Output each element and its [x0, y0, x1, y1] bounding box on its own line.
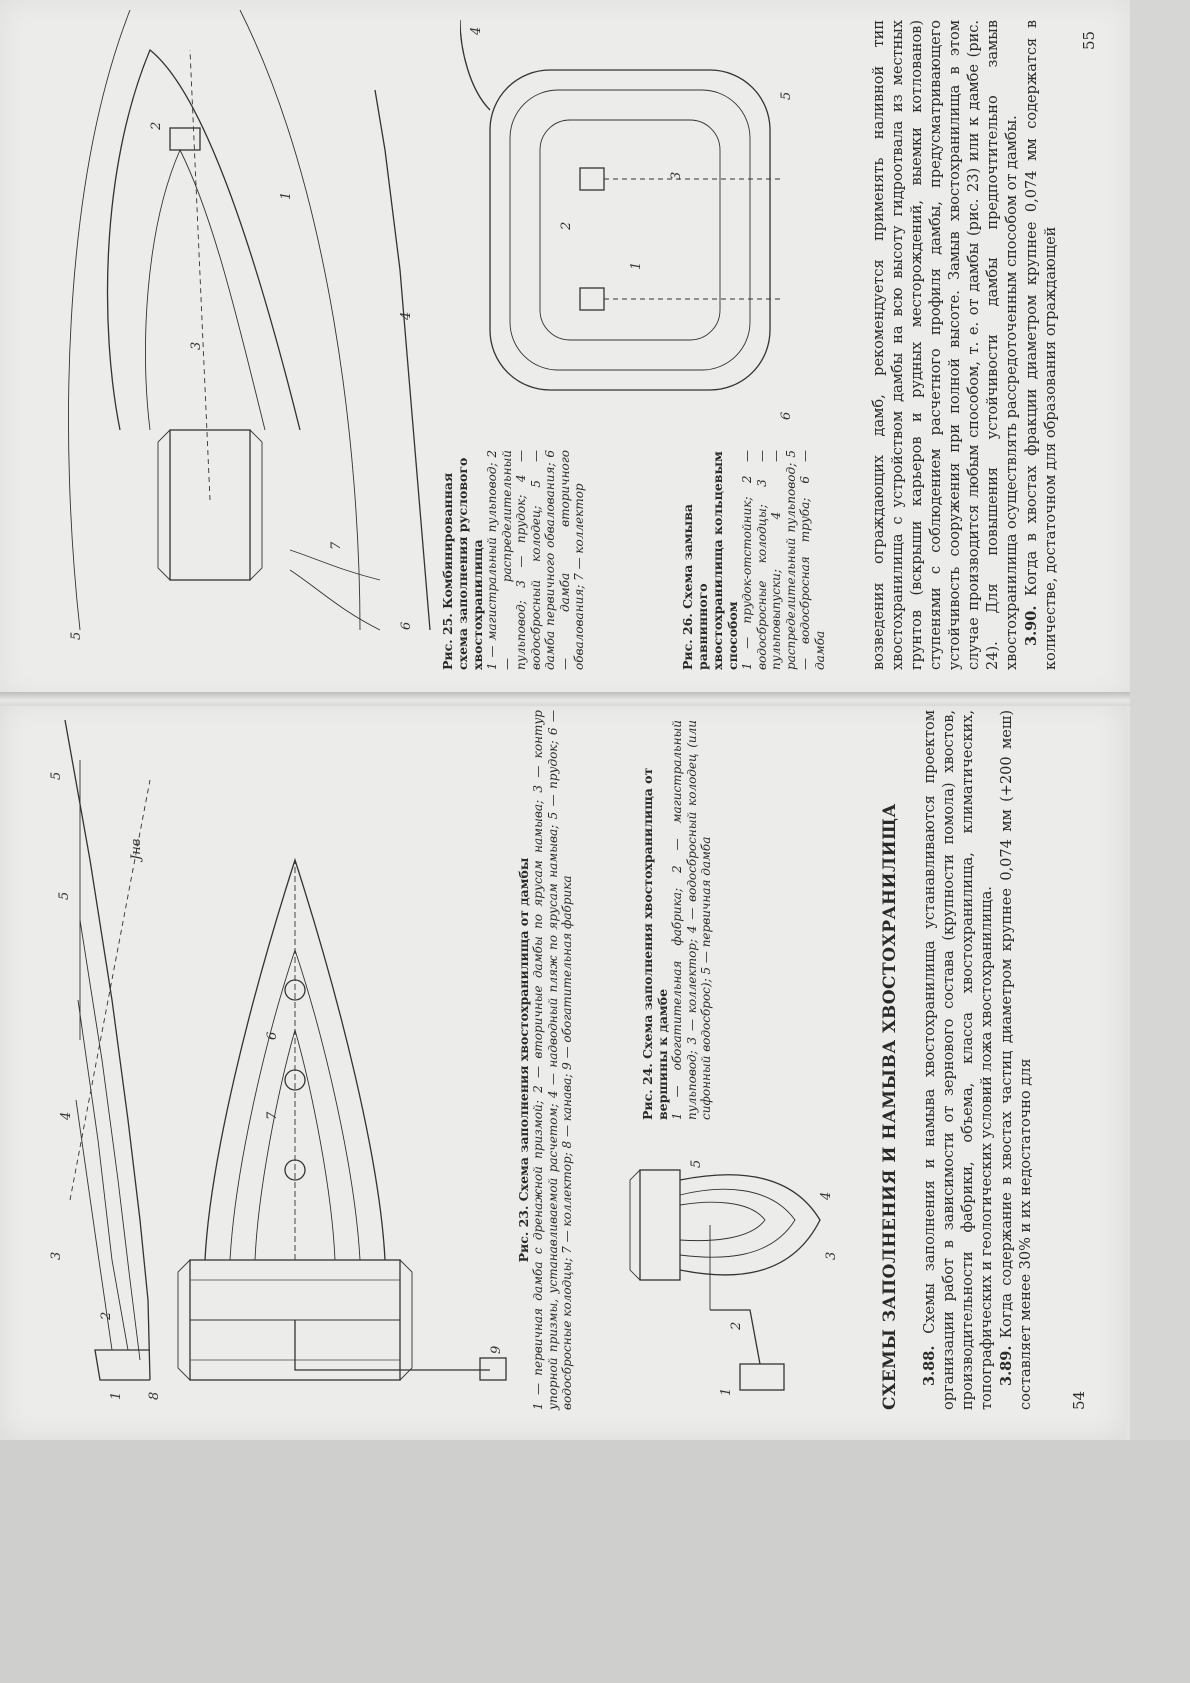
fig25-label-3: 3	[189, 341, 204, 350]
fig23-title: Рис. 23. Схема заполнения хвостохранилища от дамбы	[516, 857, 531, 1263]
left-body-text	[920, 710, 1036, 1410]
fig24-label-3: 3	[824, 1251, 839, 1260]
p390-number: 3.90.	[1023, 605, 1040, 646]
fig25-label-7: 7	[329, 541, 344, 550]
fig25-label-6: 6	[399, 621, 414, 630]
page-55-content	[40, 10, 1110, 690]
fig23-label-2: 2	[99, 1311, 114, 1320]
page-number-54: 54	[1070, 1390, 1088, 1410]
fig26-label-1: 1	[629, 261, 644, 270]
fig23-label-8: 8	[147, 1391, 162, 1400]
fig26-legend: 1 — прудок-отстойник; 2 — водосбросные колодцы; 3 — пульповыпуски; 4 — распределительный пульповод; 5 — водосбросная труба; 6 — дамба	[740, 450, 827, 670]
fig23-label-3: 3	[49, 1251, 64, 1260]
fig25-title: Рис. 25. Комбинированная схема заполнения руслового хвостохранилища	[440, 457, 485, 670]
figure-23	[40, 700, 510, 1420]
fig26-label-3: 3	[669, 171, 684, 180]
fig23-plan	[178, 860, 506, 1380]
fig24-label-2: 2	[729, 1321, 744, 1330]
fig23-caption	[516, 710, 575, 1410]
fig26-label-5: 5	[779, 91, 794, 100]
fig24-label-1: 1	[719, 1387, 734, 1396]
fig25-caption	[440, 450, 587, 670]
fig26-label-4: 4	[469, 26, 484, 35]
fig26-caption	[680, 450, 827, 670]
fig23-label-5a: 5	[57, 891, 72, 900]
fig23-label-9: 9	[489, 1345, 504, 1354]
fig24-legend: 1 — обогатительная фабрика; 2 — магистральный пульповод; 3 — коллектор; 4 — водосбросный колодец (или сифонный водосброс); 5 — первичная дамба	[670, 720, 713, 1120]
figure-24	[600, 1150, 860, 1400]
p389-text: Когда содержание в хвостах частиц диаметром крупнее 0,074 мм (+200 меш) составляет менее 30% и их недостаточно для	[999, 710, 1034, 1410]
fig23-label-7: 7	[265, 1111, 280, 1120]
page-54-content	[40, 700, 1110, 1420]
scan-edge	[1130, 0, 1190, 1440]
p388-text: Схемы заполнения и намыва хвостохранилища устанавливаются проектом организации работ в зависимости от зернового состава (крупности помола) хвостов, производительности фабрики, объема, класса хвостохранилища, климатических, топографических и геологических условий ложа хвостохранилища.	[922, 710, 995, 1410]
right-body-text	[870, 20, 1061, 670]
figure-25	[40, 10, 440, 650]
paragraph-continued: возведения ограждающих дамб, рекомендуется применять наливной тип хвостохранилища с устройством дамбы на всю высоту гидроотвала из местных грунтов (вскрыши карьеров и рудных месторождений, выемки котлованов) ступенями с соблюдением расчетного профиля дамбы, предусматривающего устойчивость сооружения при полной высоте. Замыв хвостохранилища в этом случае производится любым способом, т. е. от дамбы (рис. 23) или к дамбе (рис. 24). Для повышения устойчивости дамбы предпочтительно замыв хвостохранилища осуществлять рассредоточенным способом от дамбы.	[871, 20, 1020, 670]
fig24-label-4: 4	[819, 1191, 834, 1200]
paragraph-3-89	[997, 710, 1036, 1410]
page-number-55: 55	[1080, 30, 1098, 50]
fig25-label-4: 4	[399, 311, 414, 320]
p389-number: 3.89.	[998, 1345, 1015, 1386]
fig23-section	[49, 720, 162, 1400]
fig25-label-5: 5	[69, 631, 84, 640]
fig24-caption	[640, 720, 714, 1120]
section-heading: СХЕМЫ ЗАПОЛНЕНИЯ И НАМЫВА ХВОСТОХРАНИЛИЩА	[880, 803, 900, 1410]
figure-26	[460, 10, 800, 430]
scan-background	[0, 1440, 1190, 1683]
paragraph-3-88	[920, 710, 997, 1410]
p390-text: Когда в хвостах фракции диаметром крупнее 0,074 мм содержатся в количестве, достаточном для образования ограждающей	[1024, 20, 1059, 670]
fig25-legend: 1 — магистральный пульповод; 2 — распределительный пульповод; 3 — прудок; 4 — водосбросный колодец; 5 — дамба первичного обвалования; 6 — дамба вторичного обвалования; 7 — коллектор	[485, 450, 586, 670]
fig25-label-2: 2	[149, 121, 164, 130]
paragraph-3-90	[1022, 20, 1061, 670]
fig26-label-6: 6	[779, 411, 794, 420]
fig24-title: Рис. 24. Схема заполнения хвостохранилища от вершины к дамбе	[640, 767, 670, 1120]
fig24-label-5: 5	[689, 1159, 704, 1168]
fig23-legend: 1 — первичная дамба с дренажной призмой; 2 — вторичные дамбы по ярусам намыва; 3 — контур упорной призмы, устанавливаемой расчетом; 4 — надводный пляж по ярусам намыва; 5 — прудок; 6 — водосбросные колодцы; 7 — коллектор; 8 — канава; 9 — обогатительная фабрика	[531, 710, 574, 1410]
fig23-label-i: Jнв	[129, 838, 144, 860]
p388-number: 3.88.	[921, 1345, 938, 1386]
fig25-label-1: 1	[279, 191, 294, 200]
fig26-label-2: 2	[559, 221, 574, 230]
fig23-label-1: 1	[109, 1391, 124, 1400]
fig23-label-5b: 5	[49, 771, 64, 780]
fig23-label-6: 6	[265, 1031, 280, 1040]
fig23-label-4: 4	[59, 1111, 74, 1120]
fig26-title: Рис. 26. Схема замыва равнинного хвостохранилища кольцевым способом	[680, 451, 740, 670]
